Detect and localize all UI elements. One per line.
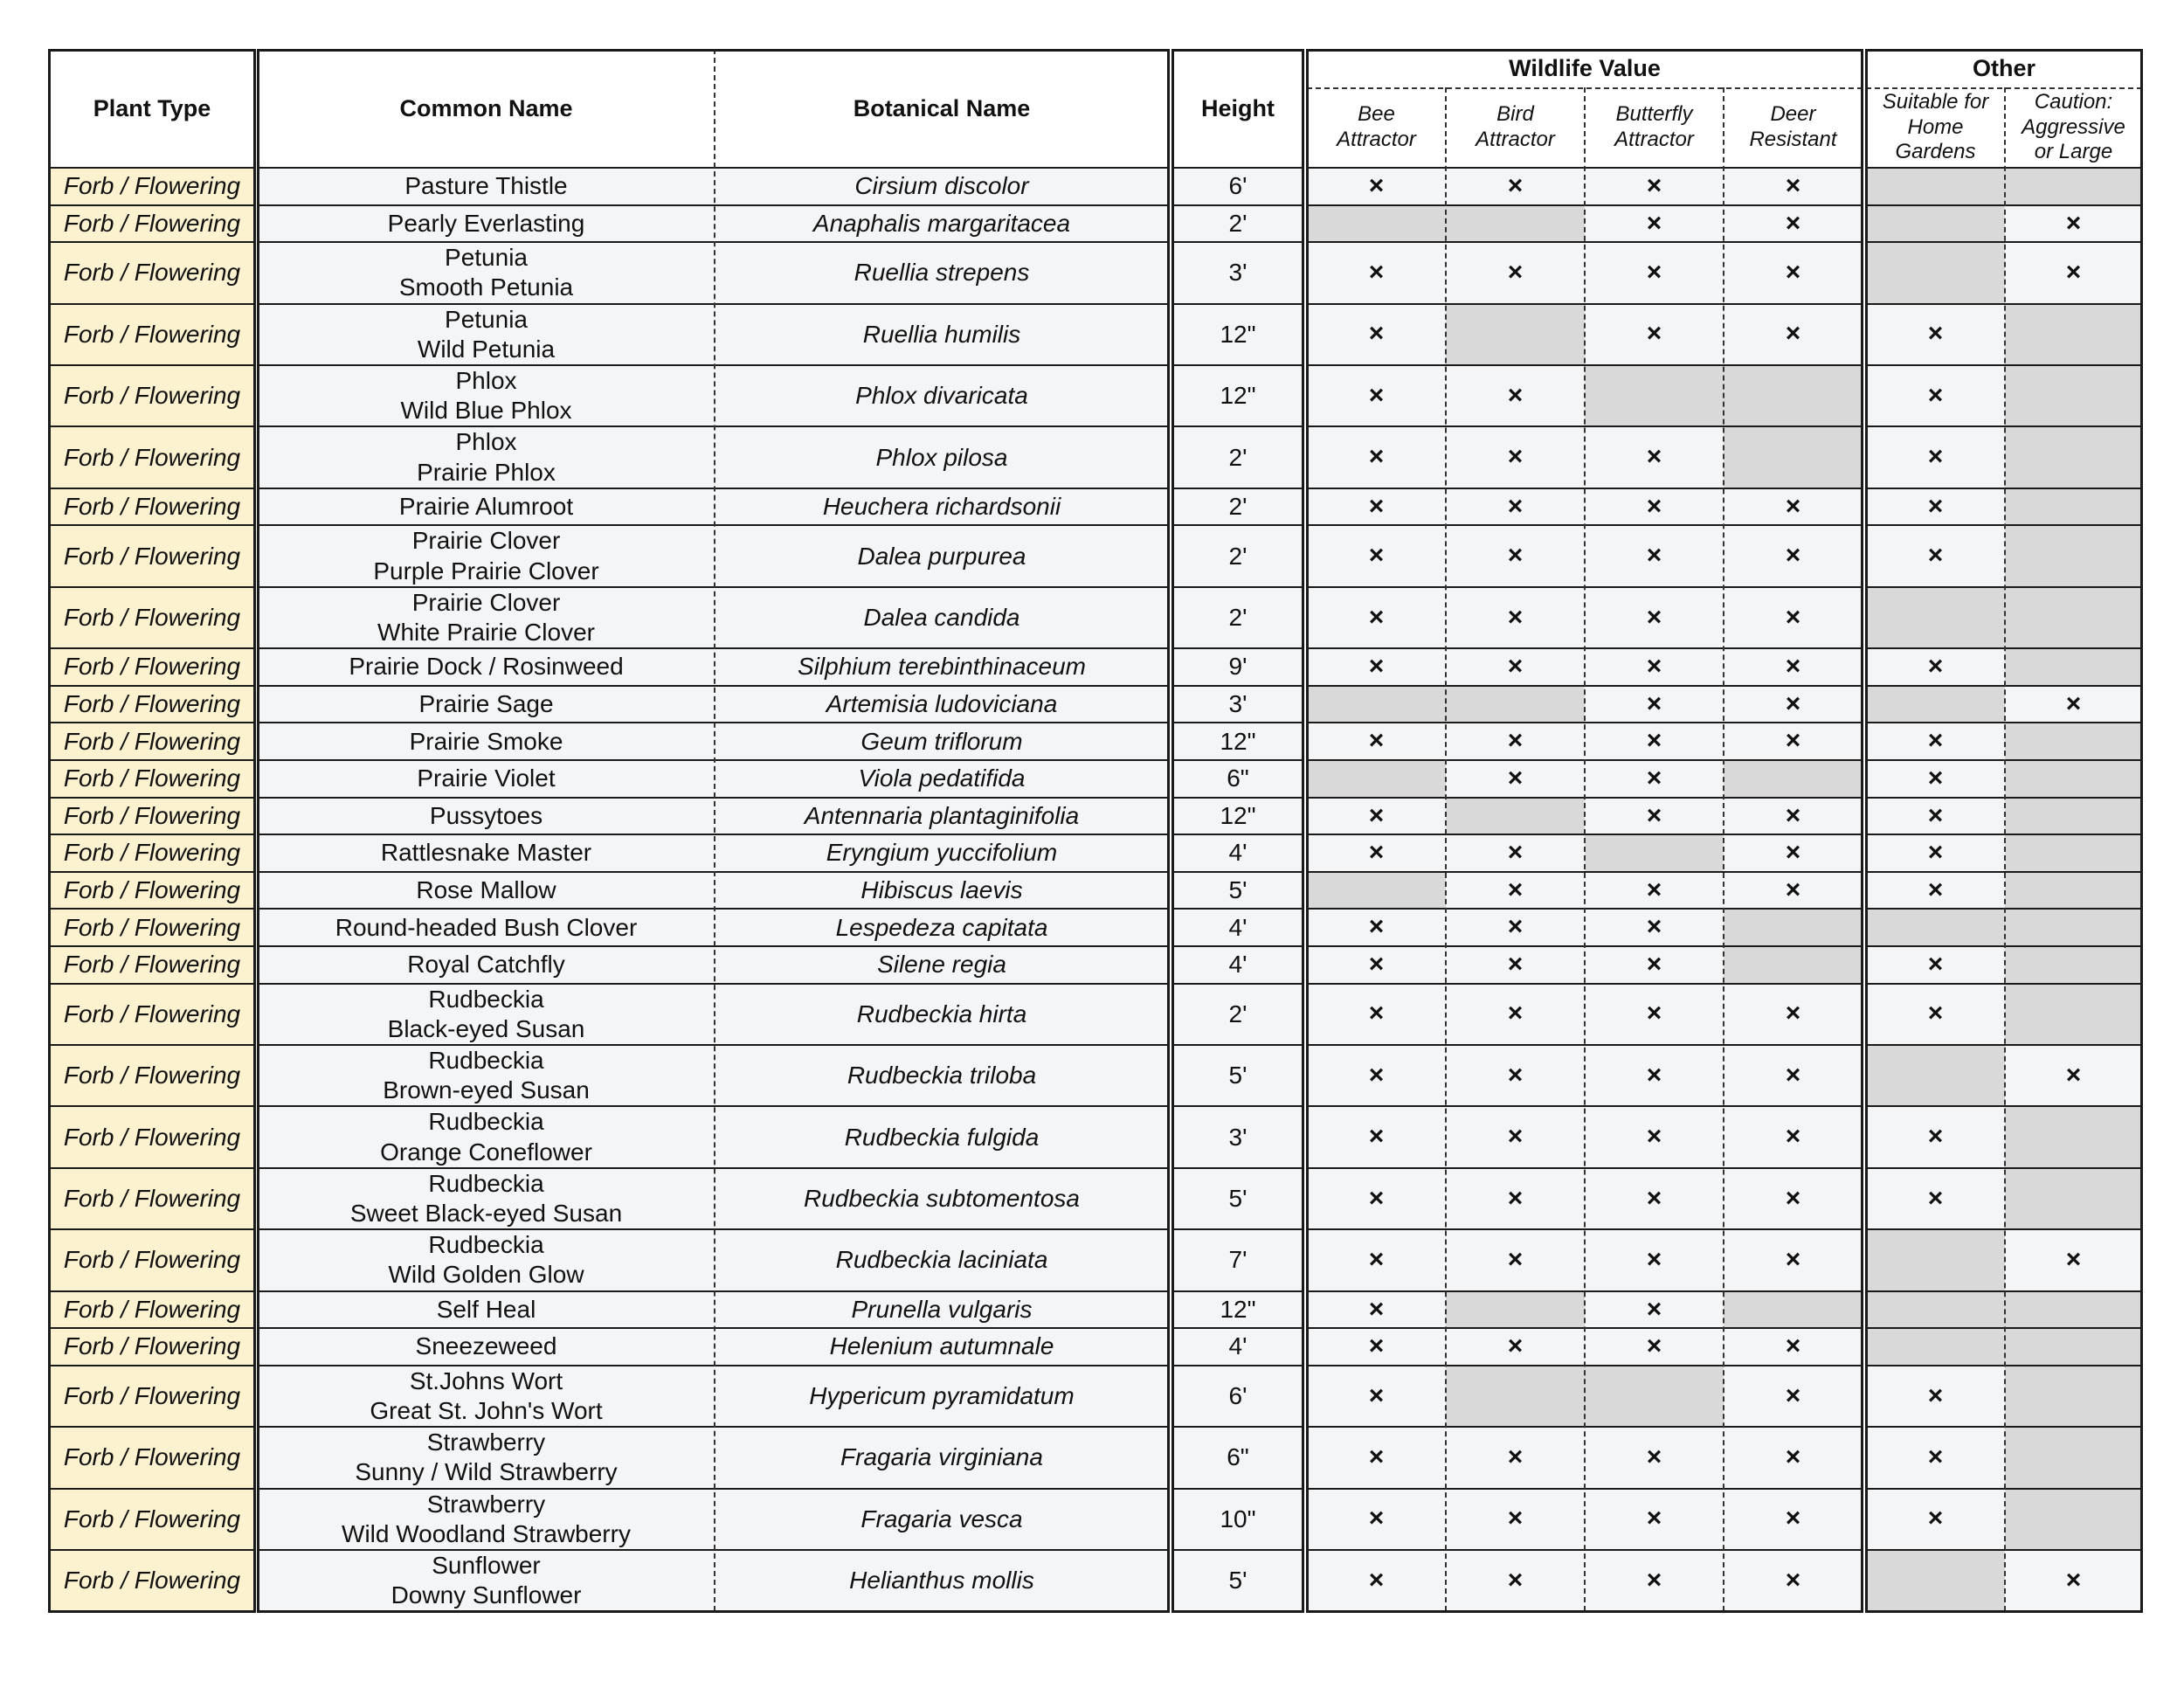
botanical-name-cell: Helianthus mollis	[715, 1550, 1169, 1611]
plant-type-cell: Forb / Flowering	[49, 242, 255, 303]
checkmark-cell: ×	[1724, 686, 1863, 723]
common-name-cell: Rudbeckia Orange Coneflower	[258, 1106, 715, 1167]
common-name-cell: Petunia Wild Petunia	[258, 304, 715, 365]
checkmark-cell: ×	[1724, 648, 1863, 686]
height-cell: 7'	[1172, 1229, 1303, 1290]
checkmark-cell: ×	[1446, 946, 1585, 984]
checkmark-cell: ×	[1724, 168, 1863, 205]
checkmark-cell: ×	[1724, 488, 1863, 526]
checkmark-cell: ×	[1307, 1229, 1446, 1290]
checkmark-cell: ×	[1866, 1366, 2005, 1427]
common-name-cell: Sunflower Downy Sunflower	[258, 1550, 715, 1611]
botanical-name-cell: Hypericum pyramidatum	[715, 1366, 1169, 1427]
checkmark-cell: ×	[1585, 1427, 1724, 1488]
header-other: Other	[1972, 54, 2035, 81]
checkmark-cell: ×	[1307, 946, 1446, 984]
checkmark-cell: ×	[1724, 872, 1863, 910]
checkmark-cell: ×	[1307, 1291, 1446, 1329]
common-name-cell: Pearly Everlasting	[258, 205, 715, 243]
checkmark-cell: ×	[1307, 242, 1446, 303]
column-group-border	[257, 49, 1170, 1613]
checkmark-cell: ×	[1307, 304, 1446, 365]
checkmark-cell: ×	[1307, 587, 1446, 648]
plant-type-cell: Forb / Flowering	[49, 587, 255, 648]
height-cell: 4'	[1172, 946, 1303, 984]
checkmark-cell: ×	[1446, 242, 1585, 303]
checkmark-cell: ×	[2005, 205, 2142, 243]
checkmark-cell: ×	[1307, 648, 1446, 686]
common-name-cell: Prairie Clover White Prairie Clover	[258, 587, 715, 648]
checkmark-cell: ×	[1585, 648, 1724, 686]
checkmark-cell: ×	[1585, 168, 1724, 205]
common-name-cell: Pussytoes	[258, 798, 715, 835]
plant-type-cell: Forb / Flowering	[49, 1489, 255, 1550]
botanical-name-cell: Geum triflorum	[715, 723, 1169, 760]
height-cell: 6'	[1172, 1366, 1303, 1427]
checkmark-cell: ×	[1866, 1168, 2005, 1229]
height-cell: 12"	[1172, 723, 1303, 760]
checkmark-cell: ×	[1724, 304, 1863, 365]
checkmark-cell: ×	[1307, 1366, 1446, 1427]
plant-type-cell: Forb / Flowering	[49, 1291, 255, 1329]
checkmark-cell: ×	[1585, 984, 1724, 1045]
checkmark-cell: ×	[1724, 242, 1863, 303]
header-height: Height	[1201, 94, 1275, 121]
botanical-name-cell: Dalea candida	[715, 587, 1169, 648]
checkmark-cell: ×	[1866, 525, 2005, 586]
botanical-name-cell: Fragaria virginiana	[715, 1427, 1169, 1488]
checkmark-cell: ×	[1307, 426, 1446, 488]
plant-type-cell: Forb / Flowering	[49, 426, 255, 488]
header-wildlife-value: Wildlife Value	[1509, 54, 1661, 81]
checkmark-cell: ×	[1585, 1550, 1724, 1611]
checkmark-cell: ×	[1585, 1229, 1724, 1290]
botanical-name-cell: Anaphalis margaritacea	[715, 205, 1169, 243]
checkmark-cell: ×	[1585, 1489, 1724, 1550]
checkmark-cell: ×	[1585, 946, 1724, 984]
height-cell: 3'	[1172, 1106, 1303, 1167]
checkmark-cell: ×	[1307, 1168, 1446, 1229]
checkmark-cell: ×	[1446, 1328, 1585, 1366]
plant-type-cell: Forb / Flowering	[49, 1106, 255, 1167]
checkmark-cell: ×	[1724, 1106, 1863, 1167]
plant-type-cell: Forb / Flowering	[49, 723, 255, 760]
checkmark-cell: ×	[1446, 872, 1585, 910]
checkmark-cell: ×	[1446, 1106, 1585, 1167]
plant-type-cell: Forb / Flowering	[49, 760, 255, 798]
checkmark-cell: ×	[1446, 834, 1585, 872]
common-name-cell: Prairie Dock / Rosinweed	[258, 648, 715, 686]
checkmark-cell: ×	[1307, 1489, 1446, 1550]
plant-type-cell: Forb / Flowering	[49, 168, 255, 205]
plant-type-cell: Forb / Flowering	[49, 1550, 255, 1611]
height-cell: 12"	[1172, 365, 1303, 426]
header-suitable-home-gardens: Suitable for Home Gardens	[1882, 89, 1989, 164]
checkmark-cell: ×	[1446, 909, 1585, 946]
botanical-name-cell: Eryngium yuccifolium	[715, 834, 1169, 872]
common-name-cell: Prairie Clover Purple Prairie Clover	[258, 525, 715, 586]
checkmark-cell: ×	[1724, 984, 1863, 1045]
botanical-name-cell: Dalea purpurea	[715, 525, 1169, 586]
common-name-cell: Pasture Thistle	[258, 168, 715, 205]
checkmark-cell: ×	[2005, 1550, 2142, 1611]
checkmark-cell: ×	[1866, 798, 2005, 835]
checkmark-cell: ×	[1724, 723, 1863, 760]
column-group-border	[1306, 49, 1863, 1613]
plant-type-cell: Forb / Flowering	[49, 798, 255, 835]
checkmark-cell: ×	[1724, 1366, 1863, 1427]
checkmark-cell: ×	[1307, 798, 1446, 835]
checkmark-cell: ×	[1724, 1328, 1863, 1366]
common-name-cell: Round-headed Bush Clover	[258, 909, 715, 946]
common-name-cell: Rose Mallow	[258, 872, 715, 910]
plant-type-cell: Forb / Flowering	[49, 304, 255, 365]
column-group-border	[1171, 49, 1304, 1613]
checkmark-cell: ×	[1307, 1106, 1446, 1167]
common-name-cell: Strawberry Wild Woodland Strawberry	[258, 1489, 715, 1550]
checkmark-cell: ×	[1866, 1427, 2005, 1488]
common-name-cell: Royal Catchfly	[258, 946, 715, 984]
plant-type-cell: Forb / Flowering	[49, 648, 255, 686]
header-botanical-name: Botanical Name	[853, 94, 1031, 121]
checkmark-cell: ×	[1585, 304, 1724, 365]
botanical-name-cell: Lespedeza capitata	[715, 909, 1169, 946]
common-name-cell: Self Heal	[258, 1291, 715, 1329]
checkmark-cell: ×	[1307, 1550, 1446, 1611]
checkmark-cell: ×	[1585, 587, 1724, 648]
common-name-cell: Rudbeckia Wild Golden Glow	[258, 1229, 715, 1290]
botanical-name-cell: Rudbeckia fulgida	[715, 1106, 1169, 1167]
plant-type-cell: Forb / Flowering	[49, 365, 255, 426]
checkmark-cell: ×	[1585, 1291, 1724, 1329]
checkmark-cell: ×	[2005, 686, 2142, 723]
checkmark-cell: ×	[1724, 1168, 1863, 1229]
checkmark-cell: ×	[1724, 1229, 1863, 1290]
checkmark-cell: ×	[1724, 1489, 1863, 1550]
checkmark-cell: ×	[1307, 365, 1446, 426]
checkmark-cell: ×	[1724, 1045, 1863, 1106]
checkmark-cell: ×	[2005, 242, 2142, 303]
botanical-name-cell: Hibiscus laevis	[715, 872, 1169, 910]
checkmark-cell: ×	[1866, 488, 2005, 526]
checkmark-cell: ×	[1446, 760, 1585, 798]
height-cell: 12"	[1172, 1291, 1303, 1329]
checkmark-cell: ×	[1866, 1106, 2005, 1167]
checkmark-cell: ×	[1866, 365, 2005, 426]
plant-type-cell: Forb / Flowering	[49, 834, 255, 872]
common-name-cell: Rudbeckia Brown-eyed Susan	[258, 1045, 715, 1106]
height-cell: 6'	[1172, 168, 1303, 205]
common-name-cell: Petunia Smooth Petunia	[258, 242, 715, 303]
checkmark-cell: ×	[1446, 426, 1585, 488]
checkmark-cell: ×	[1307, 909, 1446, 946]
common-name-cell: Prairie Alumroot	[258, 488, 715, 526]
header-bee: Bee Attractor	[1337, 102, 1416, 151]
plant-type-cell: Forb / Flowering	[49, 872, 255, 910]
botanical-name-cell: Antennaria plantaginifolia	[715, 798, 1169, 835]
height-cell: 2'	[1172, 426, 1303, 488]
plant-type-cell: Forb / Flowering	[49, 205, 255, 243]
checkmark-cell: ×	[1585, 525, 1724, 586]
checkmark-cell: ×	[1724, 205, 1863, 243]
plant-type-cell: Forb / Flowering	[49, 946, 255, 984]
botanical-name-cell: Cirsium discolor	[715, 168, 1169, 205]
height-cell: 6"	[1172, 1427, 1303, 1488]
checkmark-cell: ×	[1446, 1427, 1585, 1488]
checkmark-cell: ×	[1307, 1427, 1446, 1488]
height-cell: 4'	[1172, 834, 1303, 872]
common-name-cell: Rudbeckia Sweet Black-eyed Susan	[258, 1168, 715, 1229]
height-cell: 12"	[1172, 798, 1303, 835]
botanical-name-cell: Rudbeckia laciniata	[715, 1229, 1169, 1290]
botanical-name-cell: Rudbeckia subtomentosa	[715, 1168, 1169, 1229]
botanical-name-cell: Rudbeckia hirta	[715, 984, 1169, 1045]
botanical-name-cell: Rudbeckia triloba	[715, 1045, 1169, 1106]
checkmark-cell: ×	[1866, 304, 2005, 365]
plant-type-cell: Forb / Flowering	[49, 1045, 255, 1106]
botanical-name-cell: Phlox pilosa	[715, 426, 1169, 488]
checkmark-cell: ×	[1307, 834, 1446, 872]
checkmark-cell: ×	[1446, 1045, 1585, 1106]
botanical-name-cell: Ruellia strepens	[715, 242, 1169, 303]
header-common-name: Common Name	[399, 94, 573, 121]
checkmark-cell: ×	[1866, 946, 2005, 984]
checkmark-cell: ×	[1866, 872, 2005, 910]
checkmark-cell: ×	[1866, 648, 2005, 686]
checkmark-cell: ×	[2005, 1045, 2142, 1106]
height-cell: 4'	[1172, 909, 1303, 946]
checkmark-cell: ×	[1446, 365, 1585, 426]
checkmark-cell: ×	[1446, 1489, 1585, 1550]
common-name-cell: Rattlesnake Master	[258, 834, 715, 872]
botanical-name-cell: Helenium autumnale	[715, 1328, 1169, 1366]
checkmark-cell: ×	[1446, 984, 1585, 1045]
checkmark-cell: ×	[1724, 834, 1863, 872]
checkmark-cell: ×	[1307, 1328, 1446, 1366]
botanical-name-cell: Phlox divaricata	[715, 365, 1169, 426]
checkmark-cell: ×	[1585, 1106, 1724, 1167]
header-deer: Deer Resistant	[1749, 102, 1837, 151]
height-cell: 9'	[1172, 648, 1303, 686]
checkmark-cell: ×	[1307, 723, 1446, 760]
height-cell: 4'	[1172, 1328, 1303, 1366]
checkmark-cell: ×	[1724, 798, 1863, 835]
checkmark-cell: ×	[1307, 168, 1446, 205]
common-name-cell: Rudbeckia Black-eyed Susan	[258, 984, 715, 1045]
height-cell: 5'	[1172, 872, 1303, 910]
botanical-name-cell: Silene regia	[715, 946, 1169, 984]
height-cell: 2'	[1172, 984, 1303, 1045]
height-cell: 5'	[1172, 1045, 1303, 1106]
checkmark-cell: ×	[1585, 1045, 1724, 1106]
height-cell: 10"	[1172, 1489, 1303, 1550]
checkmark-cell: ×	[1866, 426, 2005, 488]
common-name-cell: Phlox Prairie Phlox	[258, 426, 715, 488]
botanical-name-cell: Ruellia humilis	[715, 304, 1169, 365]
plant-type-cell: Forb / Flowering	[49, 1168, 255, 1229]
checkmark-cell: ×	[1446, 587, 1585, 648]
botanical-name-cell: Viola pedatifida	[715, 760, 1169, 798]
height-cell: 5'	[1172, 1168, 1303, 1229]
checkmark-cell: ×	[1446, 168, 1585, 205]
checkmark-cell: ×	[1585, 686, 1724, 723]
checkmark-cell: ×	[1866, 723, 2005, 760]
checkmark-cell: ×	[1446, 1168, 1585, 1229]
botanical-name-cell: Heuchera richardsonii	[715, 488, 1169, 526]
header-caution-aggressive: Caution: Aggressive or Large	[2022, 89, 2125, 164]
botanical-name-cell: Artemisia ludoviciana	[715, 686, 1169, 723]
botanical-name-cell: Fragaria vesca	[715, 1489, 1169, 1550]
plant-type-cell: Forb / Flowering	[49, 1427, 255, 1488]
common-name-cell: Prairie Sage	[258, 686, 715, 723]
checkmark-cell: ×	[1585, 1328, 1724, 1366]
plant-type-cell: Forb / Flowering	[49, 525, 255, 586]
column-group-border	[1865, 49, 2143, 1613]
checkmark-cell: ×	[1446, 1550, 1585, 1611]
height-cell: 2'	[1172, 488, 1303, 526]
checkmark-cell: ×	[1307, 525, 1446, 586]
height-cell: 12"	[1172, 304, 1303, 365]
column-group-border	[48, 49, 256, 1613]
checkmark-cell: ×	[1585, 723, 1724, 760]
checkmark-cell: ×	[1724, 525, 1863, 586]
checkmark-cell: ×	[1585, 488, 1724, 526]
checkmark-cell: ×	[1866, 834, 2005, 872]
plant-type-cell: Forb / Flowering	[49, 984, 255, 1045]
checkmark-cell: ×	[1724, 587, 1863, 648]
height-cell: 6"	[1172, 760, 1303, 798]
header-butterfly: Butterfly Attractor	[1614, 102, 1694, 151]
checkmark-cell: ×	[1585, 242, 1724, 303]
checkmark-cell: ×	[1307, 984, 1446, 1045]
checkmark-cell: ×	[1585, 760, 1724, 798]
checkmark-cell: ×	[1446, 723, 1585, 760]
plant-type-cell: Forb / Flowering	[49, 1328, 255, 1366]
checkmark-cell: ×	[1585, 426, 1724, 488]
checkmark-cell: ×	[1446, 1229, 1585, 1290]
height-cell: 2'	[1172, 587, 1303, 648]
plant-type-cell: Forb / Flowering	[49, 909, 255, 946]
checkmark-cell: ×	[1585, 798, 1724, 835]
plant-type-cell: Forb / Flowering	[49, 1366, 255, 1427]
checkmark-cell: ×	[1585, 909, 1724, 946]
height-cell: 2'	[1172, 525, 1303, 586]
plant-type-cell: Forb / Flowering	[49, 1229, 255, 1290]
checkmark-cell: ×	[1446, 525, 1585, 586]
checkmark-cell: ×	[1866, 984, 2005, 1045]
height-cell: 3'	[1172, 242, 1303, 303]
checkmark-cell: ×	[1724, 1427, 1863, 1488]
botanical-name-cell: Silphium terebinthinaceum	[715, 648, 1169, 686]
height-cell: 5'	[1172, 1550, 1303, 1611]
plant-type-cell: Forb / Flowering	[49, 488, 255, 526]
checkmark-cell: ×	[1307, 488, 1446, 526]
common-name-cell: St.Johns Wort Great St. John's Wort	[258, 1366, 715, 1427]
checkmark-cell: ×	[1446, 648, 1585, 686]
common-name-cell: Prairie Smoke	[258, 723, 715, 760]
checkmark-cell: ×	[1866, 760, 2005, 798]
common-name-cell: Strawberry Sunny / Wild Strawberry	[258, 1427, 715, 1488]
checkmark-cell: ×	[1585, 1168, 1724, 1229]
checkmark-cell: ×	[1446, 488, 1585, 526]
height-cell: 3'	[1172, 686, 1303, 723]
checkmark-cell: ×	[1585, 205, 1724, 243]
botanical-name-cell: Prunella vulgaris	[715, 1291, 1169, 1329]
checkmark-cell: ×	[1866, 1489, 2005, 1550]
plant-type-cell: Forb / Flowering	[49, 686, 255, 723]
common-name-cell: Phlox Wild Blue Phlox	[258, 365, 715, 426]
common-name-cell: Prairie Violet	[258, 760, 715, 798]
common-name-cell: Sneezeweed	[258, 1328, 715, 1366]
height-cell: 2'	[1172, 205, 1303, 243]
header-plant-type: Plant Type	[93, 94, 211, 121]
checkmark-cell: ×	[1307, 1045, 1446, 1106]
checkmark-cell: ×	[1585, 872, 1724, 910]
checkmark-cell: ×	[2005, 1229, 2142, 1290]
header-bird: Bird Attractor	[1476, 102, 1555, 151]
checkmark-cell: ×	[1724, 1550, 1863, 1611]
